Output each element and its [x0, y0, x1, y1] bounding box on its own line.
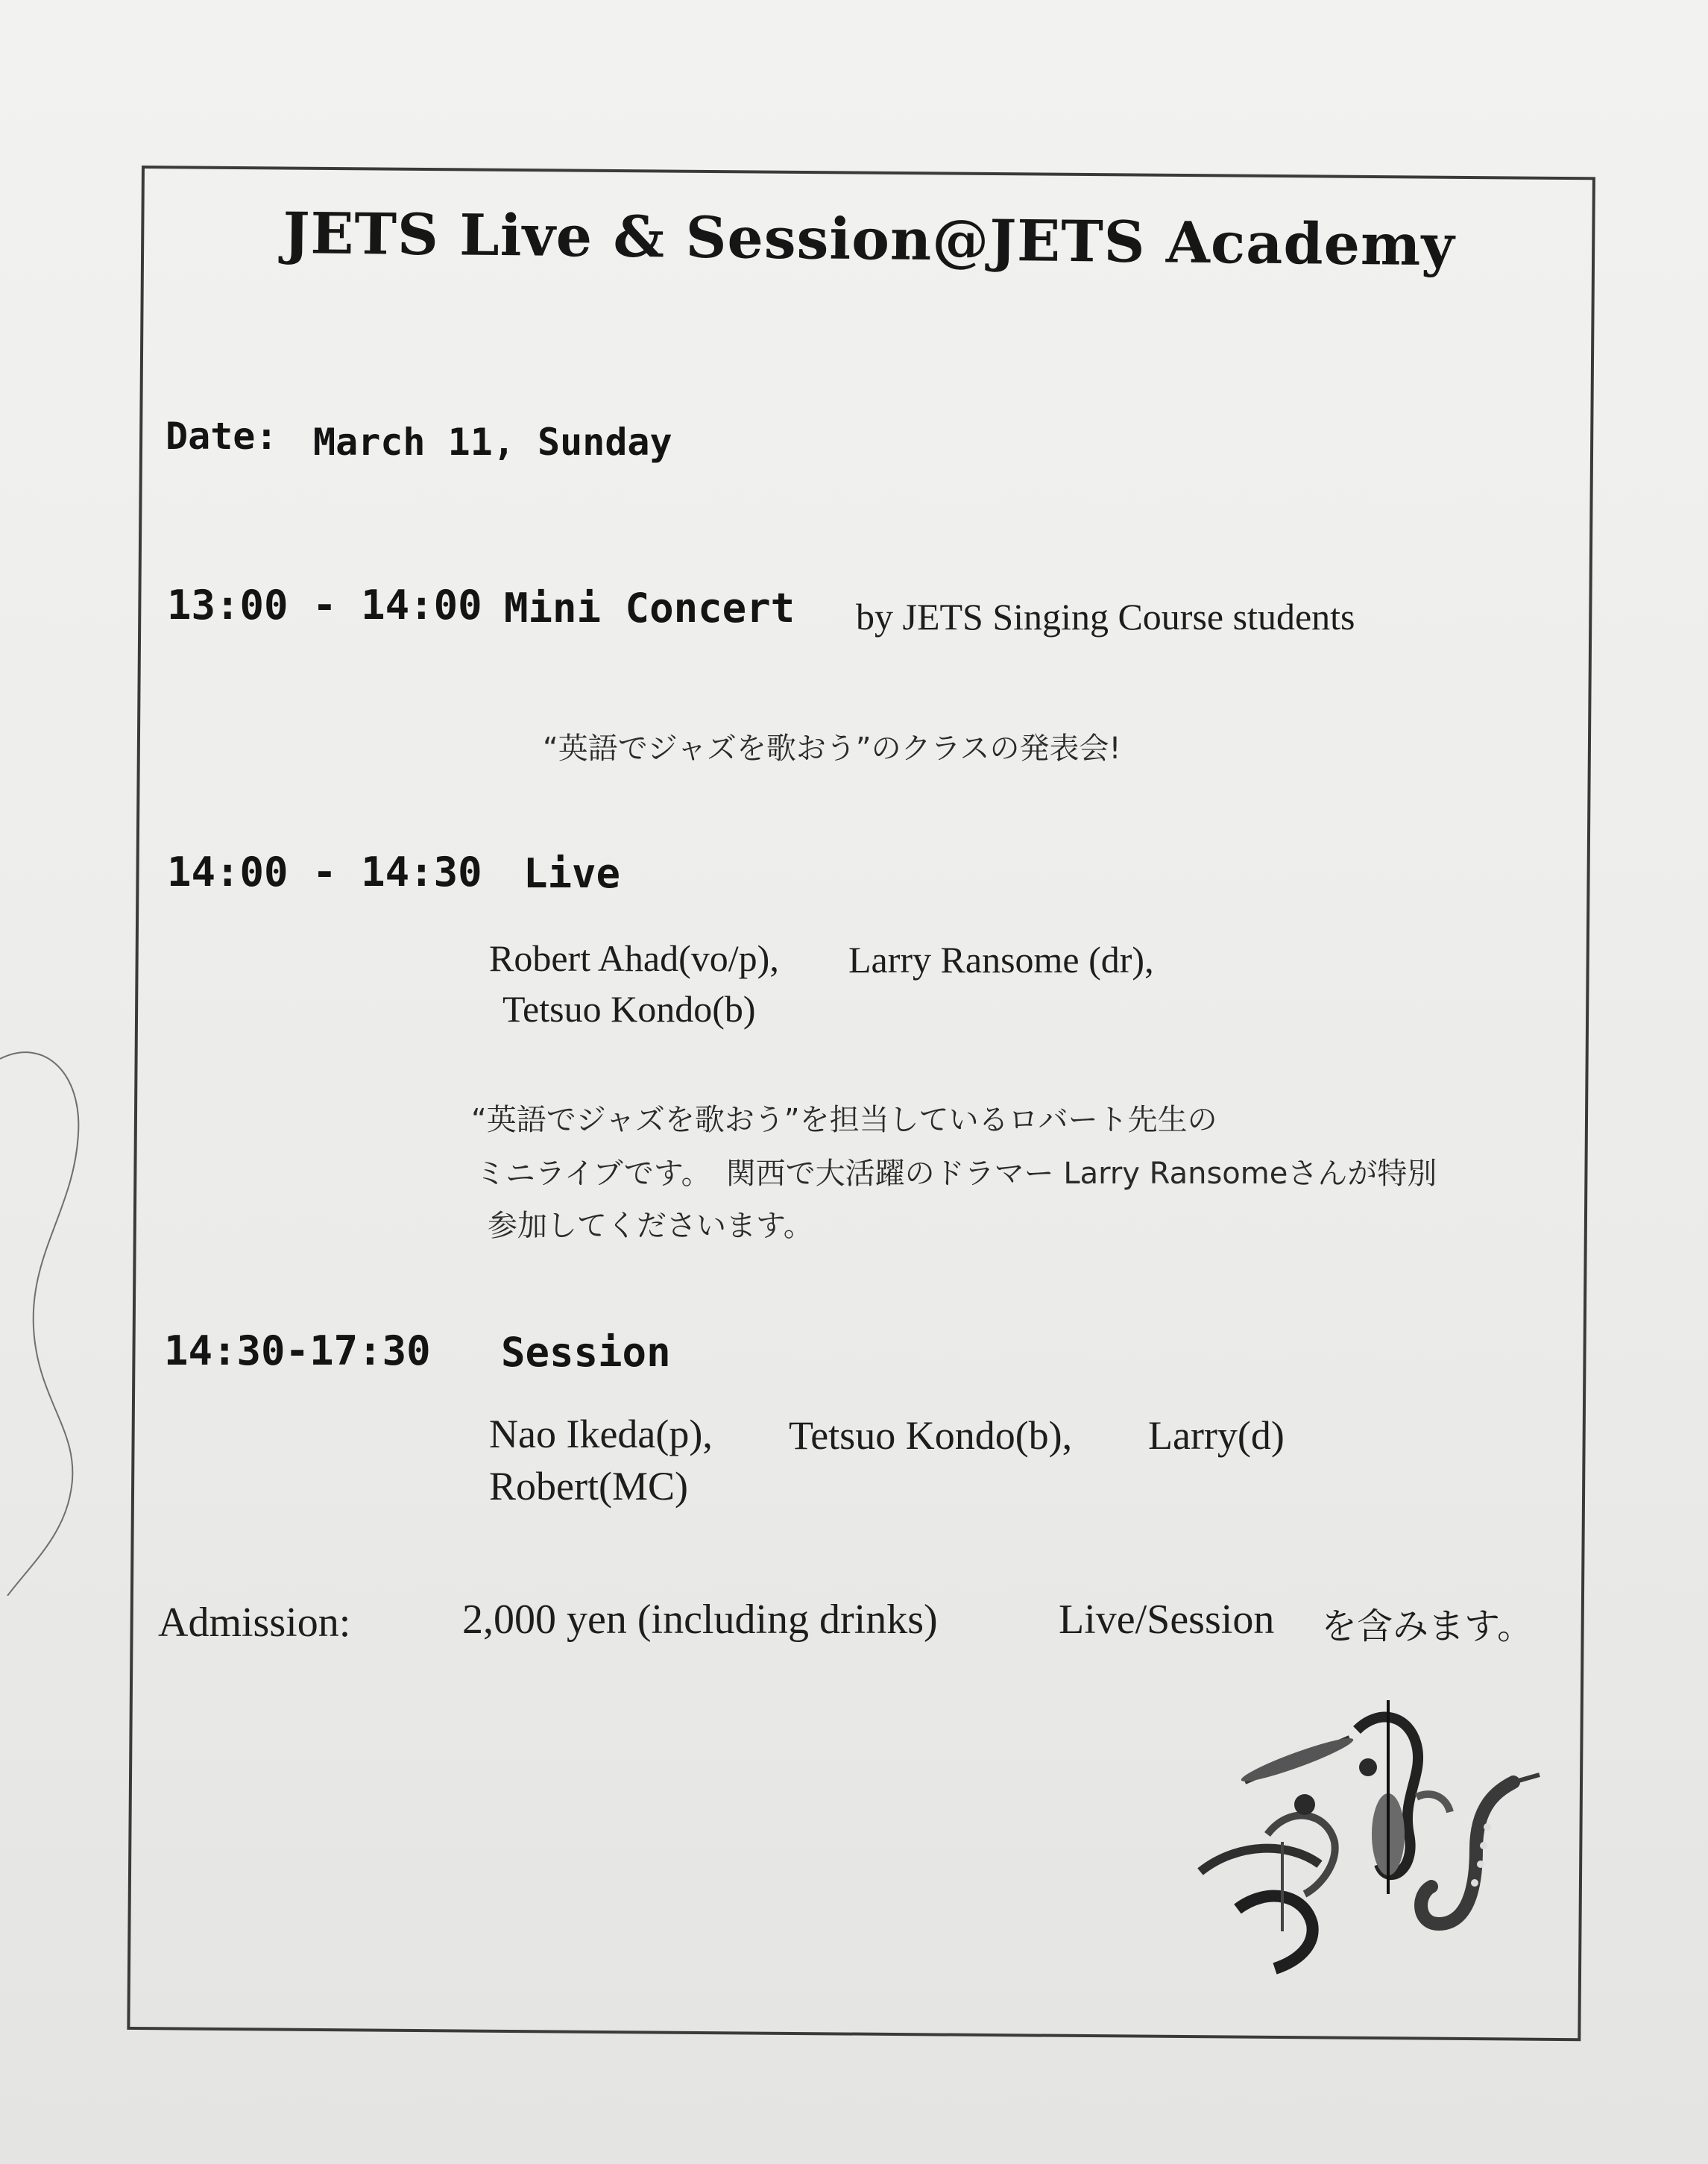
- admission-note-en: Live/Session: [1059, 1597, 1275, 1643]
- stray-hair-line: [0, 1029, 104, 1596]
- mini-concert-note: “英語でジャズを歌おう”のクラスの発表会!: [543, 732, 1121, 766]
- date-label: Date:: [166, 415, 278, 458]
- live-note-line: 参加してくださいます。: [488, 1209, 813, 1243]
- session-performer: Robert(MC): [489, 1464, 688, 1509]
- live-title: Live: [523, 850, 621, 897]
- session-performer: Larry(d): [1148, 1413, 1285, 1458]
- live-time: 14:00 - 14:30: [167, 849, 482, 896]
- session-title: Session: [501, 1329, 671, 1376]
- flyer-title: JETS Live & Session@JETS Academy: [283, 200, 1456, 279]
- mini-concert-time: 13:00 - 14:00: [167, 582, 482, 629]
- date-value: March 11, Sunday: [313, 421, 672, 464]
- session-performer: Nao Ikeda(p),: [489, 1412, 713, 1456]
- session-performer: Tetsuo Kondo(b),: [789, 1413, 1073, 1458]
- admission-label: Admission:: [158, 1600, 351, 1646]
- jazz-band-illustration-icon: [1193, 1685, 1551, 1984]
- mini-concert-byline: by JETS Singing Course students: [856, 596, 1355, 638]
- live-performer: Tetsuo Kondo(b): [502, 988, 756, 1030]
- mini-concert-title: Mini Concert: [504, 585, 795, 632]
- live-performer: Robert Ahad(vo/p),: [489, 937, 779, 979]
- admission-price: 2,000 yen (including drinks): [462, 1597, 938, 1643]
- live-note-line: ミニライブです。 関西で大活躍のドラマー Larry Ransomeさんが特別: [476, 1157, 1437, 1191]
- live-performer: Larry Ransome (dr),: [848, 939, 1154, 981]
- admission-note-jp: を含みます。: [1321, 1605, 1534, 1647]
- session-time: 14:30-17:30: [164, 1327, 431, 1374]
- live-note-line: “英語でジャズを歌おう”を担当しているロバート先生の: [471, 1103, 1217, 1137]
